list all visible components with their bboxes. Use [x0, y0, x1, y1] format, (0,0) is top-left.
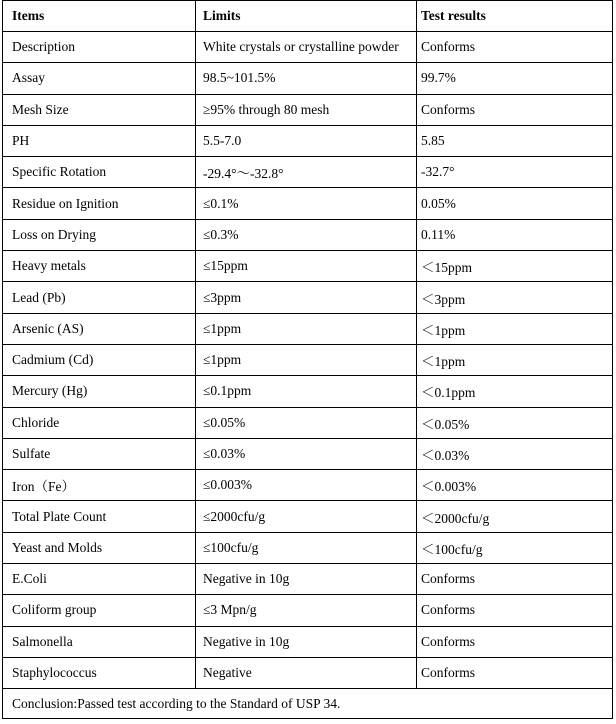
result-cell: ＜0.1ppm: [417, 376, 613, 407]
conclusion-row: [3, 689, 613, 719]
item-cell: E.Coli: [3, 564, 196, 595]
table-row: [3, 438, 613, 469]
result-cell: ＜1ppm: [417, 313, 613, 344]
table-row: [3, 470, 613, 501]
result-cell: ＜2000cfu/g: [417, 501, 613, 532]
table-row: [3, 376, 613, 407]
item-cell: Total Plate Count: [3, 501, 196, 532]
table-row: [3, 157, 613, 188]
table-row: [3, 251, 613, 282]
table-row: [3, 94, 613, 125]
limit-cell: ≥95% through 80 mesh: [196, 94, 417, 125]
result-cell: 0.11%: [417, 219, 613, 250]
result-cell: Conforms: [417, 595, 613, 626]
item-cell: Residue on Ignition: [3, 188, 196, 219]
limit-cell: ≤1ppm: [196, 344, 417, 375]
item-cell: Heavy metals: [3, 251, 196, 282]
result-cell: ＜100cfu/g: [417, 532, 613, 563]
item-cell: Loss on Drying: [3, 219, 196, 250]
item-cell: Description: [3, 32, 196, 63]
table-row: [3, 188, 613, 219]
result-cell: ＜0.003%: [417, 470, 613, 501]
result-cell: ＜1ppm: [417, 344, 613, 375]
limit-cell: ≤0.1%: [196, 188, 417, 219]
conclusion-text: Conclusion:Passed test according to the Standard of USP 34.: [3, 689, 613, 719]
limit-cell: Negative: [196, 657, 417, 688]
result-cell: ＜3ppm: [417, 282, 613, 313]
result-cell: ＜0.03%: [417, 438, 613, 469]
table-row: [3, 344, 613, 375]
header-items: Items: [3, 1, 196, 32]
limit-cell: ≤0.3%: [196, 219, 417, 250]
table-row: [3, 219, 613, 250]
item-cell: Arsenic (AS): [3, 313, 196, 344]
limit-cell: ≤2000cfu/g: [196, 501, 417, 532]
limit-cell: ≤3ppm: [196, 282, 417, 313]
result-cell: Conforms: [417, 564, 613, 595]
result-cell: 5.85: [417, 125, 613, 156]
table-row: [3, 564, 613, 595]
result-cell: 0.05%: [417, 188, 613, 219]
result-cell: 99.7%: [417, 63, 613, 94]
result-cell: Conforms: [417, 32, 613, 63]
table-row: [3, 282, 613, 313]
item-cell: Yeast and Molds: [3, 532, 196, 563]
table-row: [3, 626, 613, 657]
limit-cell: ≤3 Mpn/g: [196, 595, 417, 626]
table-row: [3, 501, 613, 532]
result-cell: ＜15ppm: [417, 251, 613, 282]
item-cell: Lead (Pb): [3, 282, 196, 313]
table-row: [3, 63, 613, 94]
table-row: [3, 313, 613, 344]
limit-cell: Negative in 10g: [196, 626, 417, 657]
result-cell: ＜0.05%: [417, 407, 613, 438]
item-cell: Coliform group: [3, 595, 196, 626]
result-cell: -32.7°: [417, 157, 613, 188]
limit-cell: -29.4°～-32.8°: [196, 157, 417, 188]
table-row: [3, 595, 613, 626]
limit-cell: ≤0.05%: [196, 407, 417, 438]
table-row: [3, 657, 613, 688]
item-cell: Staphylococcus: [3, 657, 196, 688]
item-cell: Iron（Fe）: [3, 470, 196, 501]
item-cell: Assay: [3, 63, 196, 94]
item-cell: Sulfate: [3, 438, 196, 469]
item-cell: PH: [3, 125, 196, 156]
item-cell: Mercury (Hg): [3, 376, 196, 407]
limit-cell: White crystals or crystalline powder: [196, 32, 417, 63]
item-cell: Cadmium (Cd): [3, 344, 196, 375]
table-row: [3, 407, 613, 438]
limit-cell: ≤15ppm: [196, 251, 417, 282]
limit-cell: ≤1ppm: [196, 313, 417, 344]
result-cell: Conforms: [417, 657, 613, 688]
result-cell: Conforms: [417, 626, 613, 657]
item-cell: Salmonella: [3, 626, 196, 657]
limit-cell: ≤0.003%: [196, 470, 417, 501]
limit-cell: ≤100cfu/g: [196, 532, 417, 563]
item-cell: Chloride: [3, 407, 196, 438]
limit-cell: 5.5-7.0: [196, 125, 417, 156]
specification-table: [2, 0, 613, 719]
limit-cell: Negative in 10g: [196, 564, 417, 595]
limit-cell: ≤0.1ppm: [196, 376, 417, 407]
header-limits: Limits: [196, 1, 417, 32]
limit-cell: ≤0.03%: [196, 438, 417, 469]
header-test-results: Test results: [417, 1, 613, 32]
item-cell: Mesh Size: [3, 94, 196, 125]
result-cell: Conforms: [417, 94, 613, 125]
table-row: [3, 32, 613, 63]
header-row: [3, 1, 613, 32]
item-cell: Specific Rotation: [3, 157, 196, 188]
table-row: [3, 532, 613, 563]
table-row: [3, 125, 613, 156]
limit-cell: 98.5~101.5%: [196, 63, 417, 94]
